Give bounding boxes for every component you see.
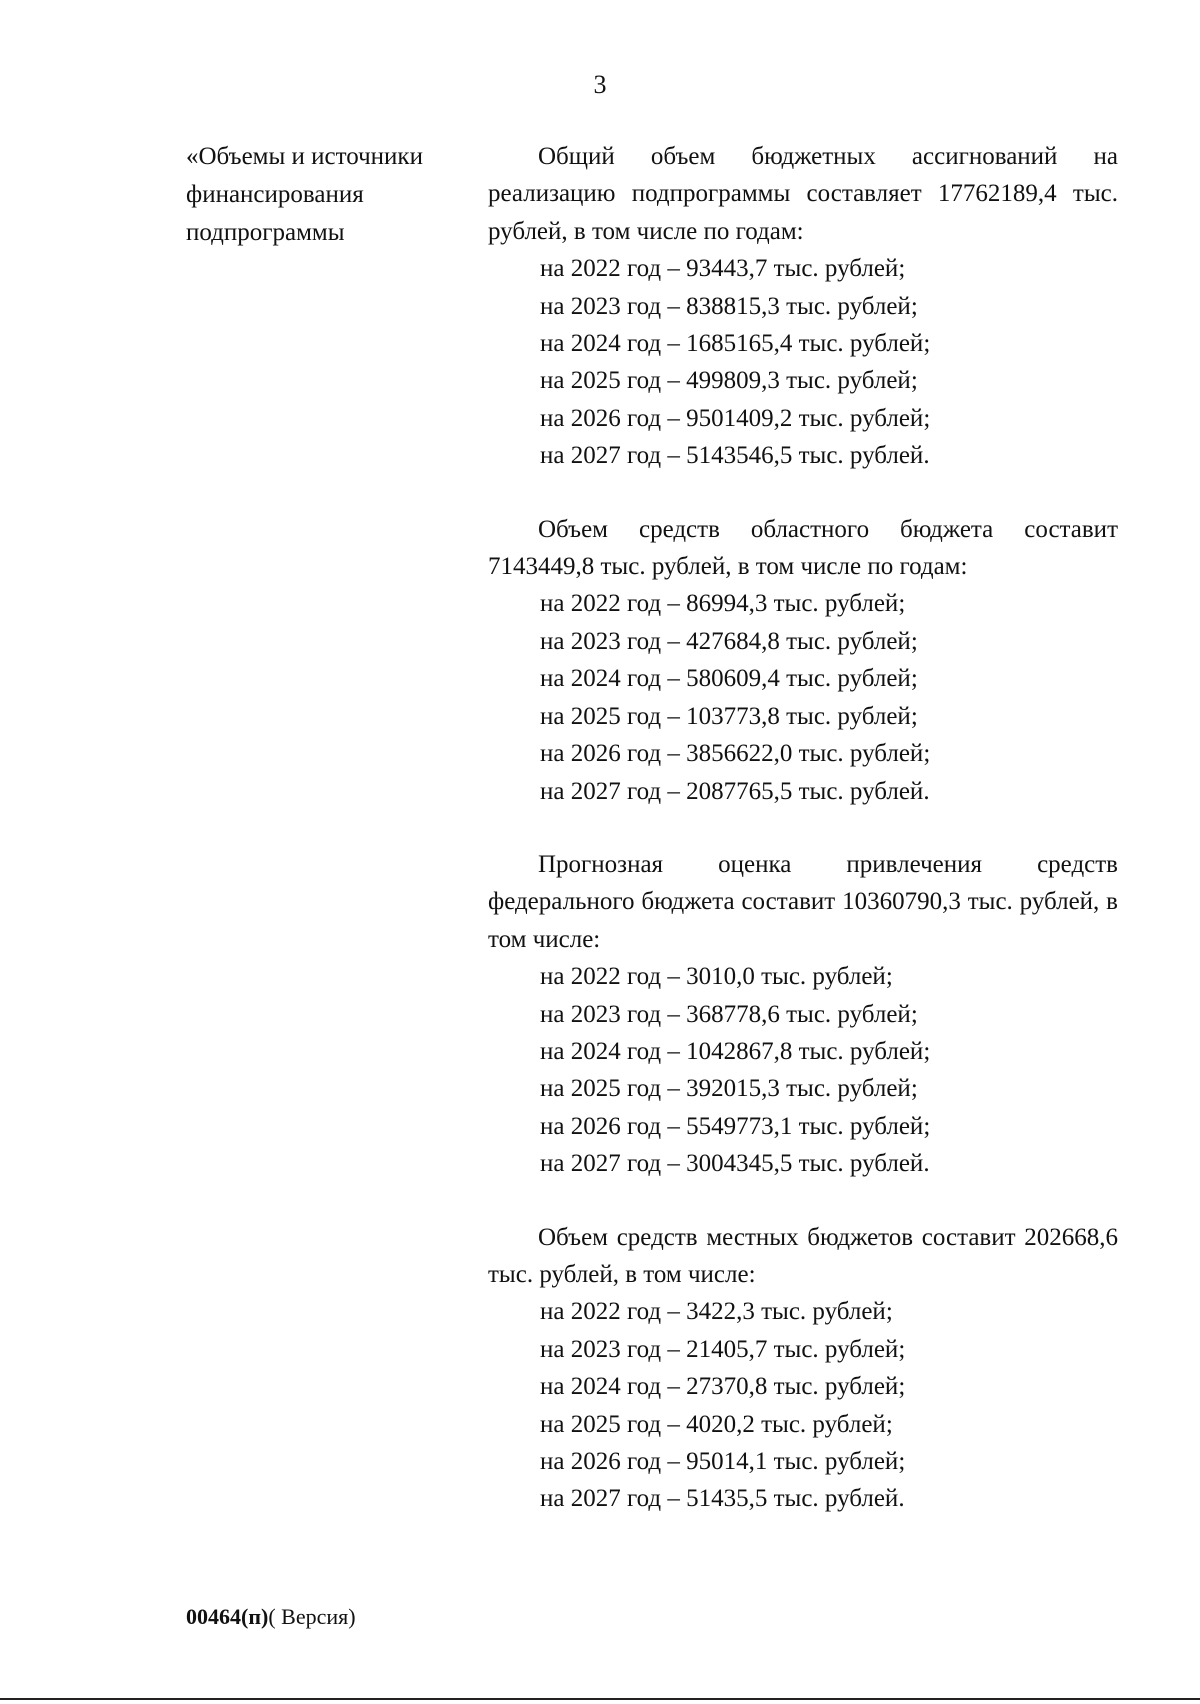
year-list bbox=[488, 1293, 1118, 1517]
funding-block-federal bbox=[488, 846, 1118, 1183]
year-item: на 2027 год – 51435,5 тыс. рублей. bbox=[540, 1485, 905, 1513]
year-item: на 2022 год – 3422,3 тыс. рублей; bbox=[540, 1298, 893, 1326]
heading-line: «Объемы и источники bbox=[186, 143, 423, 170]
page-number: 3 bbox=[593, 70, 607, 99]
year-item: на 2022 год – 93443,7 тыс. рублей; bbox=[540, 255, 906, 283]
year-item: на 2027 год – 5143546,5 тыс. рублей. bbox=[540, 442, 930, 470]
year-item: на 2027 год – 3004345,5 тыс. рублей. bbox=[540, 1150, 930, 1178]
funding-block-regional bbox=[488, 511, 1118, 810]
year-list bbox=[488, 250, 1118, 474]
year-item: на 2026 год – 3856622,0 тыс. рублей; bbox=[540, 740, 931, 768]
block-intro: Объем средств областного бюджета составит 7143449,8 тыс. рублей, в том числе по годам: bbox=[488, 515, 1118, 581]
document-version: ( Версия) bbox=[268, 1604, 356, 1629]
year-item: на 2026 год – 9501409,2 тыс. рублей; bbox=[540, 404, 931, 432]
year-item: на 2023 год – 21405,7 тыс. рублей; bbox=[540, 1335, 906, 1363]
year-item: на 2023 год – 368778,6 тыс. рублей; bbox=[540, 1000, 918, 1028]
document-footer bbox=[186, 1604, 356, 1630]
year-item: на 2025 год – 392015,3 тыс. рублей; bbox=[540, 1075, 918, 1103]
funding-content bbox=[488, 138, 1118, 1554]
section-heading bbox=[186, 138, 486, 252]
year-item: на 2023 год – 838815,3 тыс. рублей; bbox=[540, 292, 918, 320]
heading-line: подпрограммы bbox=[186, 219, 345, 246]
year-item: на 2024 год – 1685165,4 тыс. рублей; bbox=[540, 330, 931, 358]
year-list bbox=[488, 958, 1118, 1182]
year-list bbox=[488, 585, 1118, 809]
funding-block-local bbox=[488, 1219, 1118, 1518]
bottom-divider bbox=[0, 1698, 1200, 1700]
year-item: на 2027 год – 2087765,5 тыс. рублей. bbox=[540, 777, 930, 805]
year-item: на 2025 год – 4020,2 тыс. рублей; bbox=[540, 1410, 893, 1438]
block-intro: Объем средств местных бюджетов составит 202668,6 тыс. рублей, в том числе: bbox=[488, 1223, 1118, 1288]
document-code: 00464(п) bbox=[186, 1604, 269, 1629]
block-intro: Общий объем бюджетных ассигнований на реализацию подпрограммы составляет 17762189,4 тыс. рублей, в том числе по годам: bbox=[488, 143, 1118, 245]
block-intro: Прогнозная оценка привлечения средств федерального бюджета составит 10360790,3 тыс. рублей, в том числе: bbox=[488, 850, 1118, 953]
year-item: на 2025 год – 499809,3 тыс. рублей; bbox=[540, 367, 918, 395]
year-item: на 2024 год – 27370,8 тыс. рублей; bbox=[540, 1373, 906, 1401]
year-item: на 2023 год – 427684,8 тыс. рублей; bbox=[540, 627, 918, 655]
year-item: на 2024 год – 1042867,8 тыс. рублей; bbox=[540, 1037, 931, 1065]
year-item: на 2025 год – 103773,8 тыс. рублей; bbox=[540, 702, 918, 730]
year-item: на 2024 год – 580609,4 тыс. рублей; bbox=[540, 665, 918, 693]
year-item: на 2026 год – 5549773,1 тыс. рублей; bbox=[540, 1112, 931, 1140]
year-item: на 2022 год – 86994,3 тыс. рублей; bbox=[540, 590, 906, 618]
year-item: на 2022 год – 3010,0 тыс. рублей; bbox=[540, 963, 893, 991]
heading-line: финансирования bbox=[186, 181, 364, 208]
year-item: на 2026 год – 95014,1 тыс. рублей; bbox=[540, 1448, 906, 1475]
funding-block-total bbox=[488, 138, 1118, 475]
